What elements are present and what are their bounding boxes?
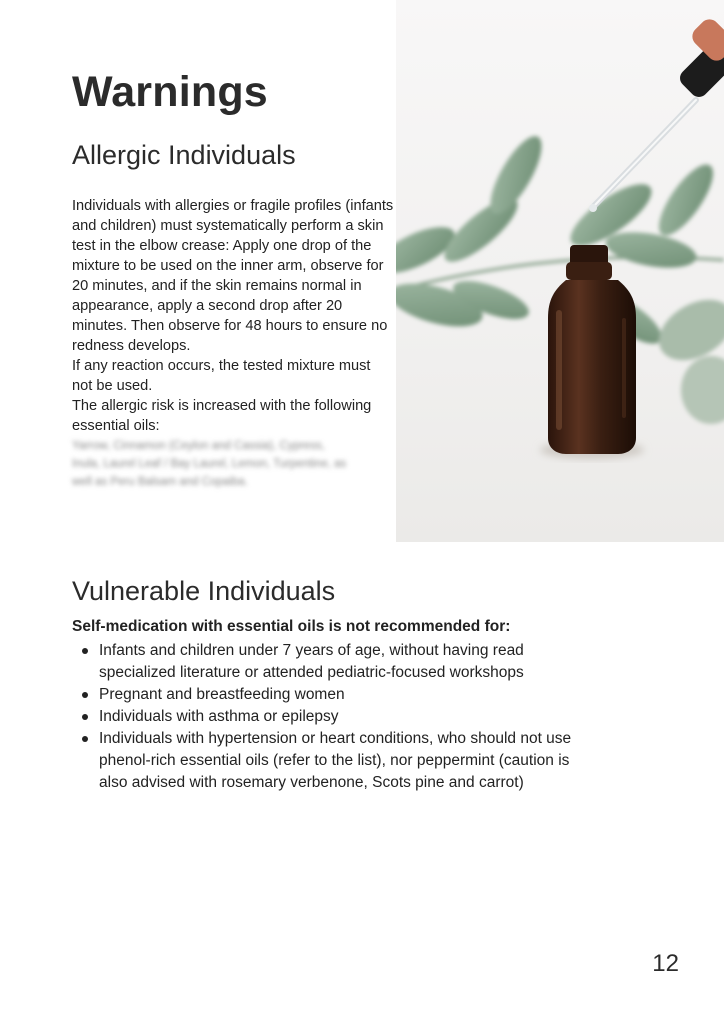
vulnerable-list — [72, 640, 602, 794]
list-item — [72, 728, 602, 794]
bullet-icon — [82, 736, 88, 742]
bullet-icon — [82, 692, 88, 698]
essential-oil-photo — [396, 0, 724, 542]
page-number: 12 — [652, 950, 679, 977]
vulnerable-heading: Vulnerable Individuals — [72, 576, 336, 606]
page-title: Warnings — [72, 68, 268, 116]
bullet-icon — [82, 648, 88, 654]
allergic-heading: Allergic Individuals — [72, 140, 296, 170]
list-item-text: Pregnant and breastfeeding women — [99, 686, 345, 703]
allergic-paragraph: If any reaction occurs, the tested mixture must not be used. — [72, 358, 371, 394]
essential-oil-illustration — [396, 0, 724, 542]
allergic-paragraph: The allergic risk is increased with the following essential oils: — [72, 398, 372, 434]
list-item-text: Infants and children under 7 years of age, without having read specialized literature or attended pediatric-focused workshops — [99, 642, 524, 681]
list-item — [72, 684, 602, 706]
vulnerable-intro: Self-medication with essential oils is not recommended for: — [72, 618, 511, 635]
amber-bottle — [548, 245, 636, 454]
blurred-oil-list: Yarrow, Cinnamon (Ceylon and Cassia), Cypress, Inula, Laurel Leaf / Bay Laurel, Lemon, Turpentine, as well as Peru Balsam and Copaiba. — [72, 440, 347, 488]
allergic-body — [72, 196, 394, 491]
list-item — [72, 706, 602, 728]
bullet-icon — [82, 714, 88, 720]
allergic-paragraph: Individuals with allergies or fragile profiles (infants and children) must systematically perform a skin test in the elbow crease: Apply one drop of the mixture to be used on the inner arm, observe for 20 minutes, and if the skin remains normal in appearance, apply a second drop after 20 minutes. Then observe for 48 hours to ensure no redness develops. — [72, 198, 394, 354]
list-item-text: Individuals with asthma or epilepsy — [99, 708, 339, 725]
list-item-text: Individuals with hypertension or heart conditions, who should not use phenol-rich essential oils (refer to the list), nor peppermint (caution is also advised with rosemary verbenone, Scots pine and carrot) — [99, 730, 572, 791]
list-item — [72, 640, 602, 684]
